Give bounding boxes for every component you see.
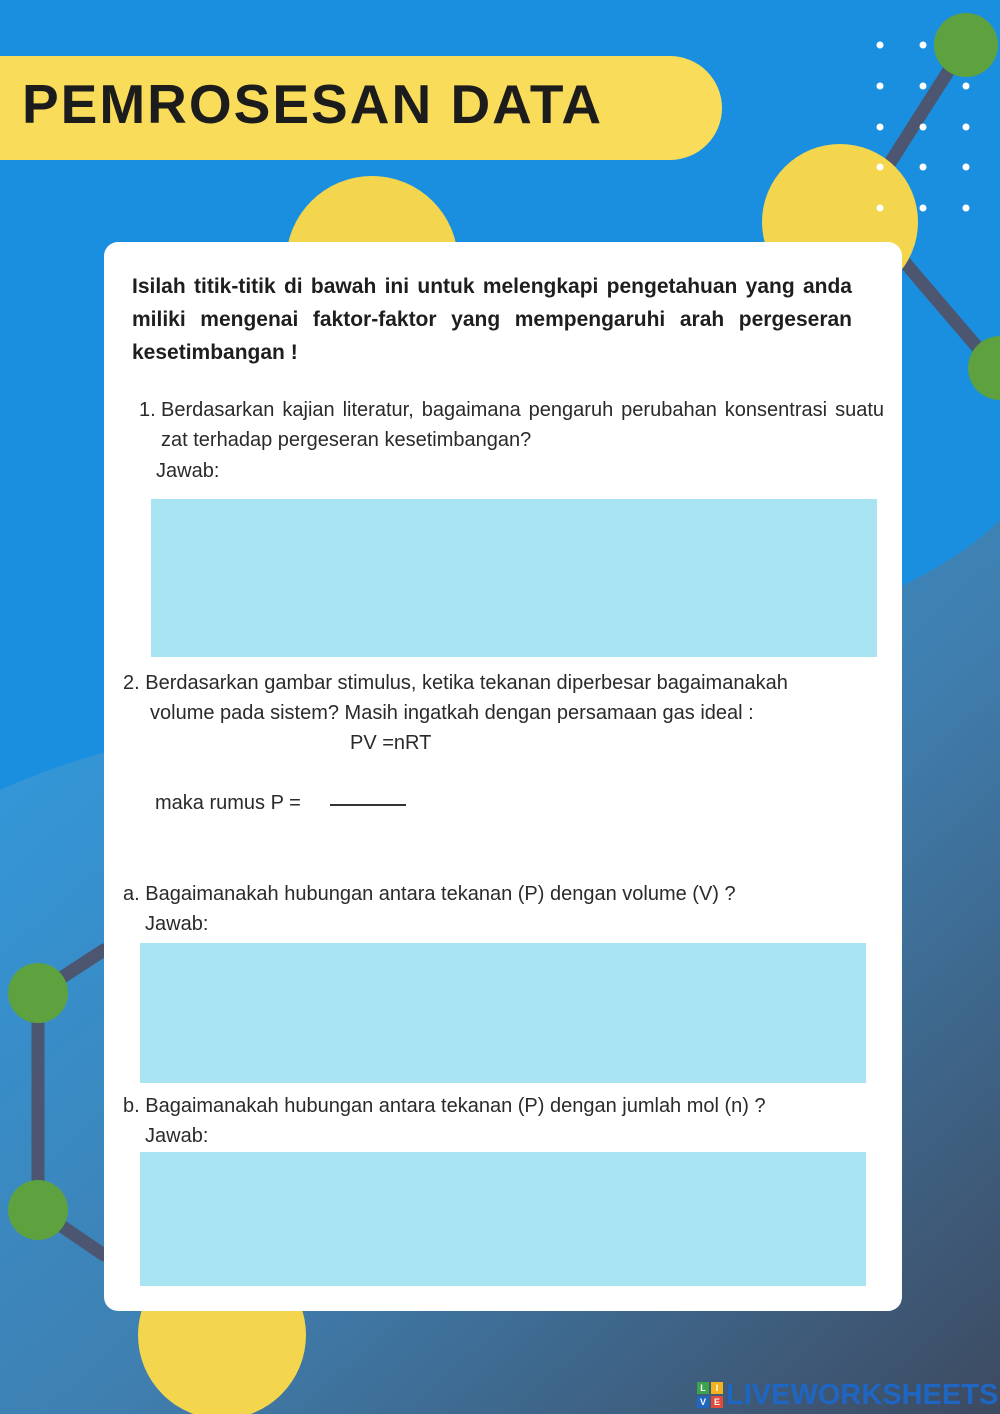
logo-letter-i: I xyxy=(711,1382,723,1394)
logo-letter-l: L xyxy=(697,1382,709,1394)
logo-letter-e: E xyxy=(711,1396,723,1408)
logo-letter-v: V xyxy=(697,1396,709,1408)
logo-icon xyxy=(697,1382,723,1408)
formula-p-label: maka rumus P = xyxy=(155,792,301,814)
question-1-number: 1. xyxy=(139,399,156,421)
question-1-text: Berdasarkan kajian literatur, bagaimana pengaruh perubahan konsentrasi suatu zat terhadap pergeseran kesetimbangan? xyxy=(161,399,884,451)
liveworksheets-logo[interactable] xyxy=(697,1380,998,1410)
question-b-answer-box[interactable] xyxy=(140,1152,866,1286)
question-1-answer-box[interactable] xyxy=(151,499,877,657)
logo-text: LIVEWORKSHEETS xyxy=(726,1378,999,1411)
question-a-answer-label: Jawab: xyxy=(145,913,209,935)
question-a-answer-box[interactable] xyxy=(140,943,866,1083)
question-b-text: b. Bagaimanakah hubungan antara tekanan (P) dengan jumlah mol (n) ? xyxy=(123,1095,766,1117)
question-1-answer-label: Jawab: xyxy=(156,460,220,482)
question-2-line-1: 2. Berdasarkan gambar stimulus, ketika tekanan diperbesar bagaimanakah xyxy=(123,672,788,694)
ideal-gas-equation: PV =nRT xyxy=(350,732,432,754)
page-title: PEMROSESAN DATA xyxy=(22,73,604,135)
instructions-text: Isilah titik-titik di bawah ini untuk melengkapi pengetahuan yang anda miliki mengenai faktor-faktor yang mempengaruhi arah pergeseran kesetimbangan ! xyxy=(132,275,852,364)
question-a-text: a. Bagaimanakah hubungan antara tekanan (P) dengan volume (V) ? xyxy=(123,883,736,905)
formula-blank-line xyxy=(330,804,406,806)
question-b-answer-label: Jawab: xyxy=(145,1125,209,1147)
question-2-line-2: volume pada sistem? Masih ingatkah dengan persamaan gas ideal : xyxy=(150,702,754,724)
